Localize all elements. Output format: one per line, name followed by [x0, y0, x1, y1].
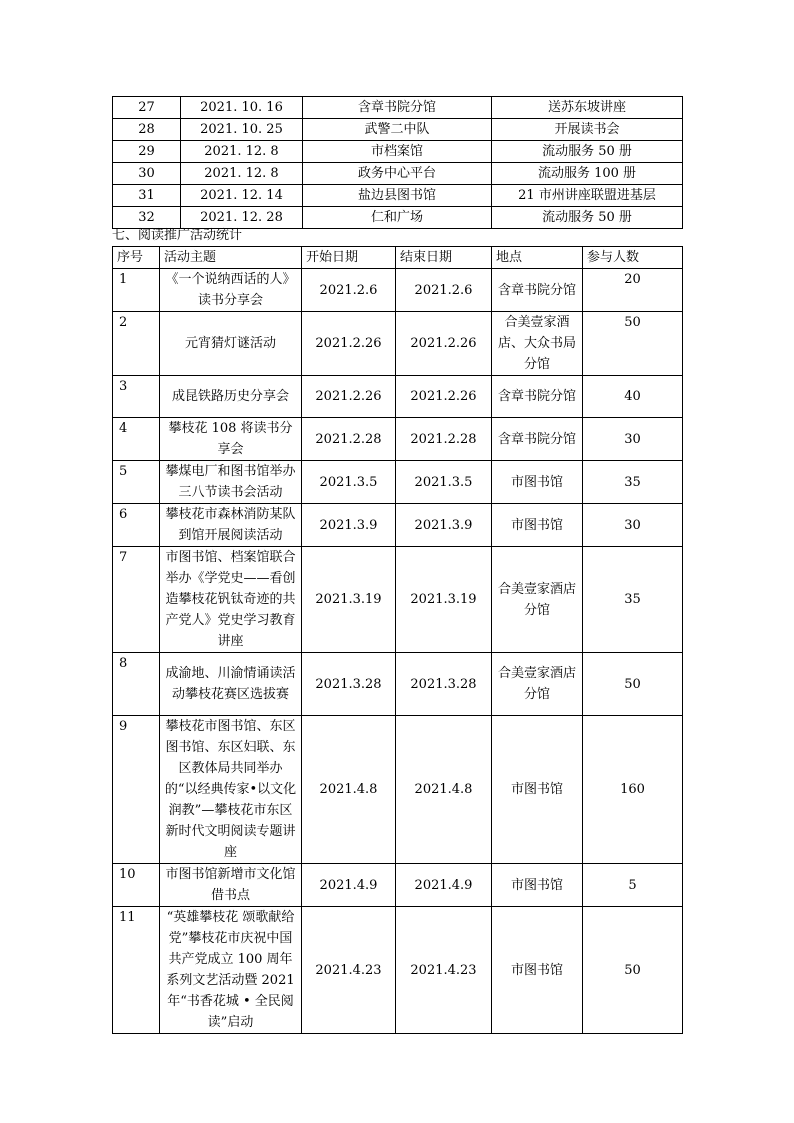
place-cell: 合美壹家酒店分馆 [492, 653, 583, 716]
table-row [113, 461, 683, 504]
table-row [113, 907, 683, 1034]
start-date-cell: 2021.4.9 [302, 864, 396, 907]
place-cell: 仁和广场 [303, 207, 492, 229]
header-end-date: 结束日期 [396, 247, 492, 269]
place-cell: 合美壹家酒店分馆 [492, 547, 583, 653]
table-row [113, 97, 683, 119]
topic-cell: 市图书馆、档案馆联合举办《学党史——看创造攀枝花钒钛奇迹的共产党人》党史学习教育讲座 [160, 547, 302, 653]
table-row [113, 141, 683, 163]
start-date-cell: 2021.3.19 [302, 547, 396, 653]
participants-cell: 20 [583, 269, 683, 312]
row-number: 6 [113, 504, 160, 547]
end-date-cell: 2021.2.6 [396, 269, 492, 312]
header-start-date: 开始日期 [302, 247, 396, 269]
place-cell: 含章书院分馆 [492, 269, 583, 312]
date-cell: 2021. 10. 25 [181, 119, 303, 141]
date-cell: 2021. 12. 8 [181, 141, 303, 163]
table-row [113, 653, 683, 716]
place-cell: 武警二中队 [303, 119, 492, 141]
row-number: 31 [113, 185, 181, 207]
table-row [113, 119, 683, 141]
end-date-cell: 2021.3.5 [396, 461, 492, 504]
end-date-cell: 2021.2.26 [396, 312, 492, 376]
participants-cell: 50 [583, 907, 683, 1034]
topic-cell: 攀煤电厂和图书馆举办三八节读书会活动 [160, 461, 302, 504]
row-number: 5 [113, 461, 160, 504]
end-date-cell: 2021.3.19 [396, 547, 492, 653]
content-cell: 流动服务 100 册 [492, 163, 683, 185]
row-number: 7 [113, 547, 160, 653]
topic-cell: 市图书馆新增市文化馆借书点 [160, 864, 302, 907]
header-topic: 活动主题 [160, 247, 302, 269]
content-cell: 流动服务 50 册 [492, 207, 683, 229]
participants-cell: 30 [583, 418, 683, 461]
header-place: 地点 [492, 247, 583, 269]
content-cell: 送苏东坡讲座 [492, 97, 683, 119]
place-cell: 市图书馆 [492, 907, 583, 1034]
row-number: 28 [113, 119, 181, 141]
topic-cell: 攀枝花市森林消防某队到馆开展阅读活动 [160, 504, 302, 547]
place-cell: 盐边县图书馆 [303, 185, 492, 207]
topic-cell: “英雄攀枝花 颂歌献给党”攀枝花市庆祝中国共产党成立 100 周年系列文艺活动暨 2021 年“书香花城 • 全民阅读”启动 [160, 907, 302, 1034]
activity-table-continued [112, 96, 683, 229]
row-number: 32 [113, 207, 181, 229]
start-date-cell: 2021.2.26 [302, 312, 396, 376]
participants-cell: 50 [583, 312, 683, 376]
table-row [113, 864, 683, 907]
place-cell: 含章书院分馆 [492, 418, 583, 461]
start-date-cell: 2021.2.6 [302, 269, 396, 312]
start-date-cell: 2021.2.26 [302, 376, 396, 418]
row-number: 9 [113, 716, 160, 864]
end-date-cell: 2021.4.8 [396, 716, 492, 864]
participants-cell: 40 [583, 376, 683, 418]
table-row [113, 312, 683, 376]
table-header-row [113, 247, 683, 269]
table-row [113, 547, 683, 653]
topic-cell: 成昆铁路历史分享会 [160, 376, 302, 418]
start-date-cell: 2021.3.28 [302, 653, 396, 716]
table-row [113, 376, 683, 418]
table-row [113, 163, 683, 185]
date-cell: 2021. 12. 28 [181, 207, 303, 229]
content-cell: 开展读书会 [492, 119, 683, 141]
section-heading: 七、阅读推广活动统计 [112, 228, 243, 243]
header-serial: 序号 [113, 247, 160, 269]
row-number: 27 [113, 97, 181, 119]
start-date-cell: 2021.4.8 [302, 716, 396, 864]
topic-cell: 成渝地、川渝情诵读活动攀枝花赛区选拔赛 [160, 653, 302, 716]
topic-cell: 元宵猜灯谜活动 [160, 312, 302, 376]
date-cell: 2021. 12. 8 [181, 163, 303, 185]
place-cell: 市图书馆 [492, 504, 583, 547]
row-number: 29 [113, 141, 181, 163]
row-number: 4 [113, 418, 160, 461]
place-cell: 市图书馆 [492, 461, 583, 504]
place-cell: 市图书馆 [492, 716, 583, 864]
place-cell: 含章书院分馆 [303, 97, 492, 119]
table-row [113, 504, 683, 547]
row-number: 3 [113, 376, 160, 418]
table-row [113, 716, 683, 864]
end-date-cell: 2021.4.23 [396, 907, 492, 1034]
row-number: 2 [113, 312, 160, 376]
participants-cell: 160 [583, 716, 683, 864]
row-number: 30 [113, 163, 181, 185]
participants-cell: 30 [583, 504, 683, 547]
end-date-cell: 2021.3.28 [396, 653, 492, 716]
participants-cell: 50 [583, 653, 683, 716]
participants-cell: 35 [583, 461, 683, 504]
end-date-cell: 2021.2.26 [396, 376, 492, 418]
start-date-cell: 2021.3.9 [302, 504, 396, 547]
place-cell: 政务中心平台 [303, 163, 492, 185]
participants-cell: 35 [583, 547, 683, 653]
place-cell: 市图书馆 [492, 864, 583, 907]
header-participants: 参与人数 [583, 247, 683, 269]
table-row [113, 418, 683, 461]
row-number: 11 [113, 907, 160, 1034]
topic-cell: 攀枝花 108 将读书分享会 [160, 418, 302, 461]
end-date-cell: 2021.4.9 [396, 864, 492, 907]
table-row [113, 185, 683, 207]
start-date-cell: 2021.2.28 [302, 418, 396, 461]
end-date-cell: 2021.2.28 [396, 418, 492, 461]
row-number: 10 [113, 864, 160, 907]
table-row [113, 269, 683, 312]
start-date-cell: 2021.4.23 [302, 907, 396, 1034]
topic-cell: 《一个说纳西话的人》读书分享会 [160, 269, 302, 312]
place-cell: 市档案馆 [303, 141, 492, 163]
place-cell: 含章书院分馆 [492, 376, 583, 418]
place-cell: 合美壹家酒店、大众书局分馆 [492, 312, 583, 376]
date-cell: 2021. 10. 16 [181, 97, 303, 119]
row-number: 1 [113, 269, 160, 312]
start-date-cell: 2021.3.5 [302, 461, 396, 504]
reading-promotion-table [112, 246, 683, 1034]
date-cell: 2021. 12. 14 [181, 185, 303, 207]
row-number: 8 [113, 653, 160, 716]
content-cell: 21 市州讲座联盟进基层 [492, 185, 683, 207]
topic-cell: 攀枝花市图书馆、东区图书馆、东区妇联、东区教体局共同举办的“以经典传家•以文化润教”—攀枝花市东区新时代文明阅读专题讲座 [160, 716, 302, 864]
participants-cell: 5 [583, 864, 683, 907]
content-cell: 流动服务 50 册 [492, 141, 683, 163]
end-date-cell: 2021.3.9 [396, 504, 492, 547]
